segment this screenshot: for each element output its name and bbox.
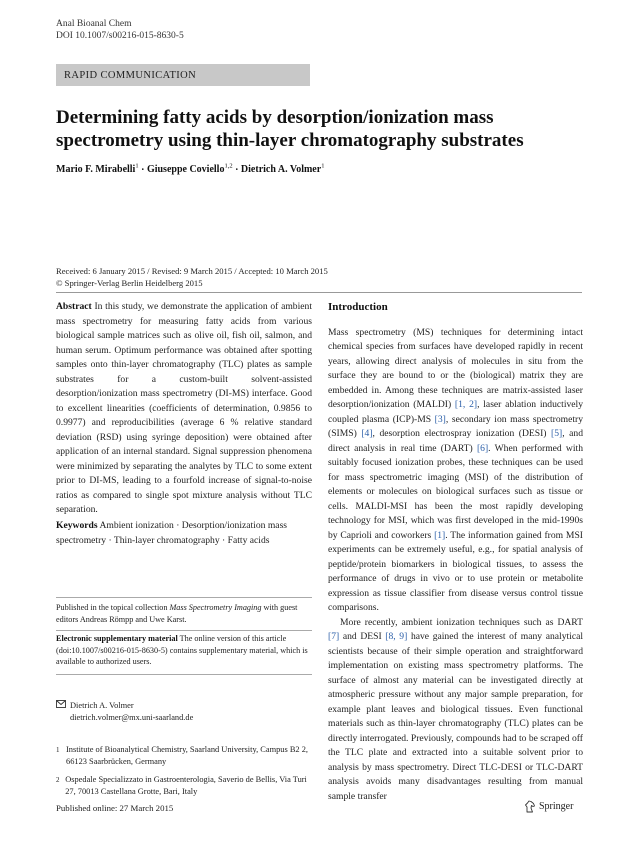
citation-link[interactable]: [4] (361, 428, 373, 439)
esm-divider (56, 630, 312, 631)
keywords (56, 519, 312, 548)
author-list (56, 163, 324, 175)
citation-link[interactable]: [3] (434, 413, 446, 425)
citation-link[interactable]: [1] (434, 529, 446, 541)
author-separator: · (232, 164, 241, 176)
esm-label: Electronic supplementary material (56, 634, 178, 643)
published-online: Published online: 27 March 2015 (56, 803, 174, 813)
author-separator: · (138, 164, 147, 176)
header-divider (56, 292, 582, 293)
author-1[interactable]: Mario F. Mirabelli$^1$ (56, 163, 139, 176)
affiliation-text: Institute of Bioanalytical Chemistry, Saarland University, Campus B2 2, 66123 Saarbrücken, Germany (66, 745, 308, 766)
citation-link[interactable]: [7] (328, 631, 340, 642)
abstract-text: In this study, we demonstrate the application of ambient mass spectrometry for measuring fatty acids from various biological sample matrices such as olive oil, fish oil, salmon, and human serum. Optimum performance was obtained after spotting samples onto thin-layer chromatography (TLC) plates as sample substrates for a custom-built solvent-assisted desorption/ionization mass spectrometry (DI-MS) interface. Good to excellent linearities (coefficients of determination, 0.9856 to 0.9977) and reproducibilities (average 6 % relative standard deviation (RSD) using syringe deposition) were obtained after application of an internal standard. Signal suppression phenomena were minimized by separating the analytes by TLC to some extent prior to DI-MS, leading to a fourfold increase of signal-to-noise ratios as compared to single spot mixture analysis without TLC separation. (56, 301, 312, 515)
article-type-banner (56, 64, 310, 86)
affiliation-1 (56, 744, 312, 768)
article-title: Determining fatty acids by desorption/ionization mass spectrometry using thin-layer chromatography substrates (56, 107, 524, 151)
esm-note (56, 633, 312, 668)
copyright: © Springer-Verlag Berlin Heidelberg 2015 (56, 278, 203, 288)
contact-divider (56, 674, 312, 675)
author-3[interactable]: Dietrich A. Volmer$^1$ (240, 163, 325, 176)
correspondent-name: Dietrich A. Volmer (70, 701, 134, 710)
envelope-icon (56, 700, 70, 724)
citation-link[interactable]: [8, 9] (385, 631, 408, 642)
intro-paragraph-1: Mass spectrometry (MS) techniques for determining intact chemical species from surfaces have developed rapidly in recent years, allowing direct analysis of molecules in situ from the surface they are bound to or the (biological) matrix they are embedded in. Among these techniques are matrix-assisted laser desorption/ionization (MALDI) [1, 2], laser ablation inductively coupled plasma (ICP)-MS [3], secondary ion mass spectrometry (SIMS) [4], desorption electrospray ionization (DESI) [5], and direct analysis in real time (DART) [6]. When performed with suitably focused ionization probes, these techniques can be used for mass spectrometric imaging (MSI) of the distribution of elements or molecules on biological surfaces such as tissue or cells. MALDI-MSI has been the most rapidly developing technology for MSI, which was first developed in the mid-1990s by Caprioli and coworkers [1]. The information gained from MSI experiments can be extremely useful, e.g., for spatial analysis of peptide/protein biomarkers in biological tissues, to assess the performance of drugs in vivo or to use protein or metabolite expression as tissue classifier from disease versus control tissue comparisons. (328, 326, 583, 613)
abstract (56, 300, 312, 518)
article-history (56, 265, 328, 289)
introduction (328, 300, 583, 804)
publisher-logo (524, 800, 573, 813)
article-type: RAPID COMMUNICATION (64, 69, 197, 81)
keywords-text: Ambient ionization · Desorption/ionization mass spectrometry · Thin-layer chromatography · Fatty acids (56, 520, 288, 546)
doi[interactable]: DOI 10.1007/s00216-015-8630-5 (56, 31, 184, 41)
footnote-divider (56, 597, 312, 598)
publisher-name: Springer (539, 801, 574, 812)
section-heading: Introduction (328, 301, 388, 313)
affiliation-text: Ospedale Specializzato in Gastroenterologia, Saverio de Bellis, Via Turi 27, 70013 Castellana Grotte, Bari, Italy (65, 775, 307, 796)
author-3-affiliation: 1 (321, 163, 325, 170)
keywords-label: Keywords (56, 520, 98, 531)
topical-collection-note: Published in the topical collection Mass Spectrometry Imaging with guest editors Andreas Römpp and Uwe Karst. (56, 603, 298, 624)
journal-header (56, 18, 184, 42)
intro-paragraph-2: More recently, ambient ionization techniques such as DART [7] and DESI [8, 9] have gained the interest of many analytical scientists because of their simple operation and straightforward implementation on existing mass spectrometry platforms. The surface of almost any material can be investigated directly at atmospheric pressure without any major sample preparation, for example plant leaves and biological tissues. Even functional materials such as thin-layer chromatography (TLC) plates can be directly interrogated. Previously, compounds had to be scraped off the TLC plate and extracted into a suitable solvent prior to analysis by mass spectrometry. Direct TLC-DESI or TLC-DART analysis avoids many disadvantages resulting from manual sample transfer (328, 616, 584, 802)
citation-link[interactable]: [6] (476, 442, 489, 454)
journal-name: Anal Bioanal Chem (56, 19, 132, 29)
citation-link[interactable]: [1, 2] (454, 399, 478, 410)
collection-name[interactable]: Mass Spectrometry Imaging (169, 603, 262, 612)
affiliation-number: 1 (56, 746, 60, 754)
author-2-affiliation: 1,2 (224, 163, 233, 170)
springer-horse-icon (524, 800, 536, 813)
author-2[interactable]: Giuseppe Coviello$^{1,2}$ (146, 163, 233, 176)
abstract-label: Abstract (56, 301, 92, 312)
affiliation-number: 2 (56, 776, 60, 784)
esm-text: The online version of this article (doi:10.1007/s00216-015-8630-5) contains supplementary material, which is available to authorized users. (56, 634, 308, 667)
author-1-affiliation: 1 (135, 163, 139, 170)
correspondent-email[interactable]: dietrich.volmer@mx.uni-saarland.de (70, 713, 194, 722)
citation-link[interactable]: [5] (551, 428, 563, 439)
affiliation-2 (56, 774, 312, 798)
dates: Received: 6 January 2015 / Revised: 9 March 2015 / Accepted: 10 March 2015 (56, 266, 328, 276)
correspondence (56, 700, 193, 724)
